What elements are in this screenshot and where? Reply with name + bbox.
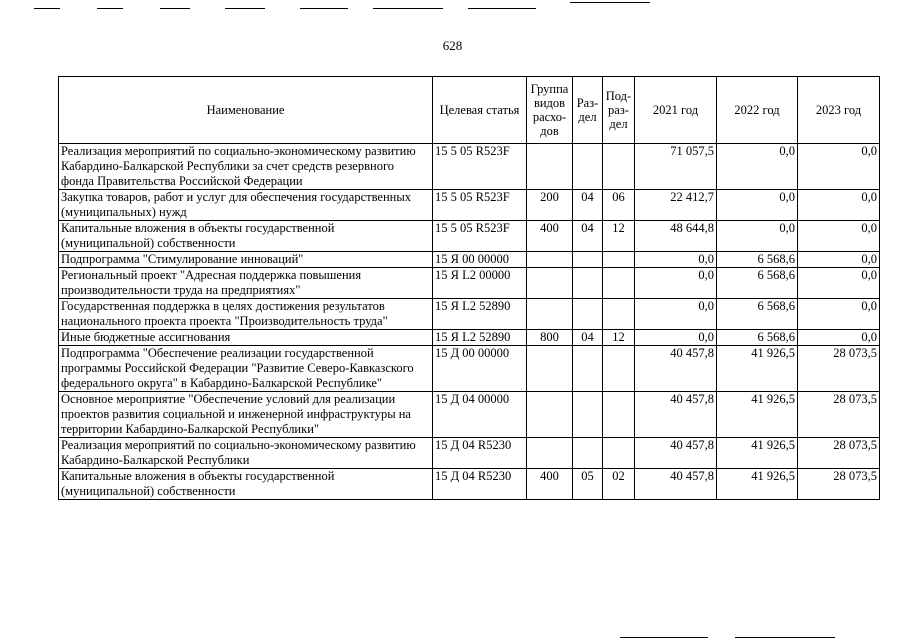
amount-2023-cell: 0,0	[798, 190, 880, 221]
header-section: Раз-дел	[573, 77, 603, 144]
subsection-cell	[603, 268, 635, 299]
amount-2023-cell: 0,0	[798, 299, 880, 330]
section-cell	[573, 144, 603, 190]
amount-2022-cell: 6 568,6	[717, 330, 798, 346]
subsection-cell	[603, 252, 635, 268]
section-cell: 05	[573, 469, 603, 500]
table-row	[59, 330, 880, 346]
header-subsection: Под-раз-дел	[603, 77, 635, 144]
amount-2021-cell: 0,0	[635, 252, 717, 268]
amount-2022-cell: 41 926,5	[717, 469, 798, 500]
amount-2023-cell: 28 073,5	[798, 346, 880, 392]
top-decorative-line	[373, 8, 443, 9]
target-article-cell: 15 Д 04 R5230	[433, 438, 527, 469]
target-article-cell: 15 Д 00 00000	[433, 346, 527, 392]
subsection-cell: 12	[603, 330, 635, 346]
header-name: Наименование	[59, 77, 433, 144]
subsection-cell: 12	[603, 221, 635, 252]
amount-2021-cell: 0,0	[635, 268, 717, 299]
expense-group-cell	[527, 438, 573, 469]
table-row	[59, 221, 880, 252]
amount-2021-cell: 40 457,8	[635, 438, 717, 469]
table-row	[59, 438, 880, 469]
row-name-cell: Реализация мероприятий по социально-экономическому развитию Кабардино-Балкарской Республики за счет средств резервного фонда Правительства Российской Федерации	[59, 144, 433, 190]
top-decorative-line	[225, 8, 265, 9]
header-year-2023: 2023 год	[798, 77, 880, 144]
header-expense-group: Группа видов расхо-дов	[527, 77, 573, 144]
top-decorative-line	[160, 8, 190, 9]
table-row	[59, 392, 880, 438]
expense-group-cell	[527, 299, 573, 330]
amount-2023-cell: 0,0	[798, 330, 880, 346]
amount-2022-cell: 41 926,5	[717, 438, 798, 469]
table-row	[59, 299, 880, 330]
target-article-cell: 15 Д 04 R5230	[433, 469, 527, 500]
expense-group-cell: 800	[527, 330, 573, 346]
amount-2021-cell: 0,0	[635, 330, 717, 346]
amount-2021-cell: 40 457,8	[635, 392, 717, 438]
section-cell: 04	[573, 221, 603, 252]
amount-2021-cell: 0,0	[635, 299, 717, 330]
table-row	[59, 469, 880, 500]
table-row	[59, 346, 880, 392]
section-cell	[573, 392, 603, 438]
table-row	[59, 190, 880, 221]
amount-2023-cell: 28 073,5	[798, 438, 880, 469]
row-name-cell: Капитальные вложения в объекты государственной (муниципальной) собственности	[59, 469, 433, 500]
amount-2021-cell: 40 457,8	[635, 469, 717, 500]
section-cell: 04	[573, 330, 603, 346]
subsection-cell	[603, 392, 635, 438]
amount-2023-cell: 0,0	[798, 221, 880, 252]
expense-group-cell	[527, 346, 573, 392]
amount-2021-cell: 40 457,8	[635, 346, 717, 392]
table-header-row	[59, 77, 880, 144]
row-name-cell: Реализация мероприятий по социально-экономическому развитию Кабардино-Балкарской Республики	[59, 438, 433, 469]
page-number: 628	[442, 38, 463, 53]
table-row	[59, 144, 880, 190]
subsection-cell	[603, 299, 635, 330]
bottom-decorative-line	[735, 637, 835, 638]
expense-group-cell	[527, 252, 573, 268]
table-row	[59, 252, 880, 268]
row-name-cell: Основное мероприятие "Обеспечение условий для реализации проектов развития социальной и инженерной инфраструктуры на территории Кабардино-Балкарской Республики"	[59, 392, 433, 438]
table-body	[59, 144, 880, 500]
target-article-cell: 15 Я L2 00000	[433, 268, 527, 299]
top-decorative-line	[97, 8, 123, 9]
amount-2023-cell: 0,0	[798, 144, 880, 190]
amount-2022-cell: 0,0	[717, 190, 798, 221]
header-target-article: Целевая статья	[433, 77, 527, 144]
section-cell	[573, 438, 603, 469]
expense-group-cell: 400	[527, 469, 573, 500]
subsection-cell	[603, 144, 635, 190]
amount-2022-cell: 6 568,6	[717, 268, 798, 299]
amount-2023-cell: 28 073,5	[798, 469, 880, 500]
amount-2022-cell: 0,0	[717, 144, 798, 190]
section-cell	[573, 346, 603, 392]
target-article-cell: 15 Я 00 00000	[433, 252, 527, 268]
expense-group-cell	[527, 392, 573, 438]
header-year-2022: 2022 год	[717, 77, 798, 144]
header-year-2021: 2021 год	[635, 77, 717, 144]
top-decorative-line	[300, 8, 348, 9]
top-decorative-line	[468, 8, 536, 9]
subsection-cell	[603, 346, 635, 392]
target-article-cell: 15 Д 04 00000	[433, 392, 527, 438]
section-cell	[573, 252, 603, 268]
amount-2023-cell: 0,0	[798, 268, 880, 299]
row-name-cell: Капитальные вложения в объекты государственной (муниципальной) собственности	[59, 221, 433, 252]
target-article-cell: 15 Я L2 52890	[433, 330, 527, 346]
section-cell: 04	[573, 190, 603, 221]
table-row	[59, 268, 880, 299]
amount-2021-cell: 48 644,8	[635, 221, 717, 252]
section-cell	[573, 299, 603, 330]
amount-2021-cell: 22 412,7	[635, 190, 717, 221]
bottom-decorative-line	[620, 637, 708, 638]
target-article-cell: 15 5 05 R523F	[433, 144, 527, 190]
amount-2022-cell: 41 926,5	[717, 392, 798, 438]
budget-table	[58, 76, 880, 500]
row-name-cell: Иные бюджетные ассигнования	[59, 330, 433, 346]
subsection-cell: 02	[603, 469, 635, 500]
section-cell	[573, 268, 603, 299]
top-decorative-line	[34, 8, 60, 9]
amount-2021-cell: 71 057,5	[635, 144, 717, 190]
target-article-cell: 15 5 05 R523F	[433, 190, 527, 221]
amount-2023-cell: 28 073,5	[798, 392, 880, 438]
row-name-cell: Закупка товаров, работ и услуг для обеспечения государственных (муниципальных) нужд	[59, 190, 433, 221]
amount-2022-cell: 6 568,6	[717, 299, 798, 330]
row-name-cell: Подпрограмма "Стимулирование инноваций"	[59, 252, 433, 268]
row-name-cell: Региональный проект "Адресная поддержка повышения производительности труда на предприятиях"	[59, 268, 433, 299]
amount-2022-cell: 6 568,6	[717, 252, 798, 268]
target-article-cell: 15 5 05 R523F	[433, 221, 527, 252]
subsection-cell: 06	[603, 190, 635, 221]
amount-2022-cell: 0,0	[717, 221, 798, 252]
amount-2023-cell: 0,0	[798, 252, 880, 268]
target-article-cell: 15 Я L2 52890	[433, 299, 527, 330]
expense-group-cell	[527, 268, 573, 299]
top-decorative-line	[570, 2, 650, 3]
expense-group-cell: 400	[527, 221, 573, 252]
expense-group-cell: 200	[527, 190, 573, 221]
subsection-cell	[603, 438, 635, 469]
row-name-cell: Подпрограмма "Обеспечение реализации государственной программы Российской Федерации "Развитие Северо-Кавказского федерального округа" в Кабардино-Балкарской Республике"	[59, 346, 433, 392]
amount-2022-cell: 41 926,5	[717, 346, 798, 392]
expense-group-cell	[527, 144, 573, 190]
row-name-cell: Государственная поддержка в целях достижения результатов национального проекта проекта "Производительность труда"	[59, 299, 433, 330]
